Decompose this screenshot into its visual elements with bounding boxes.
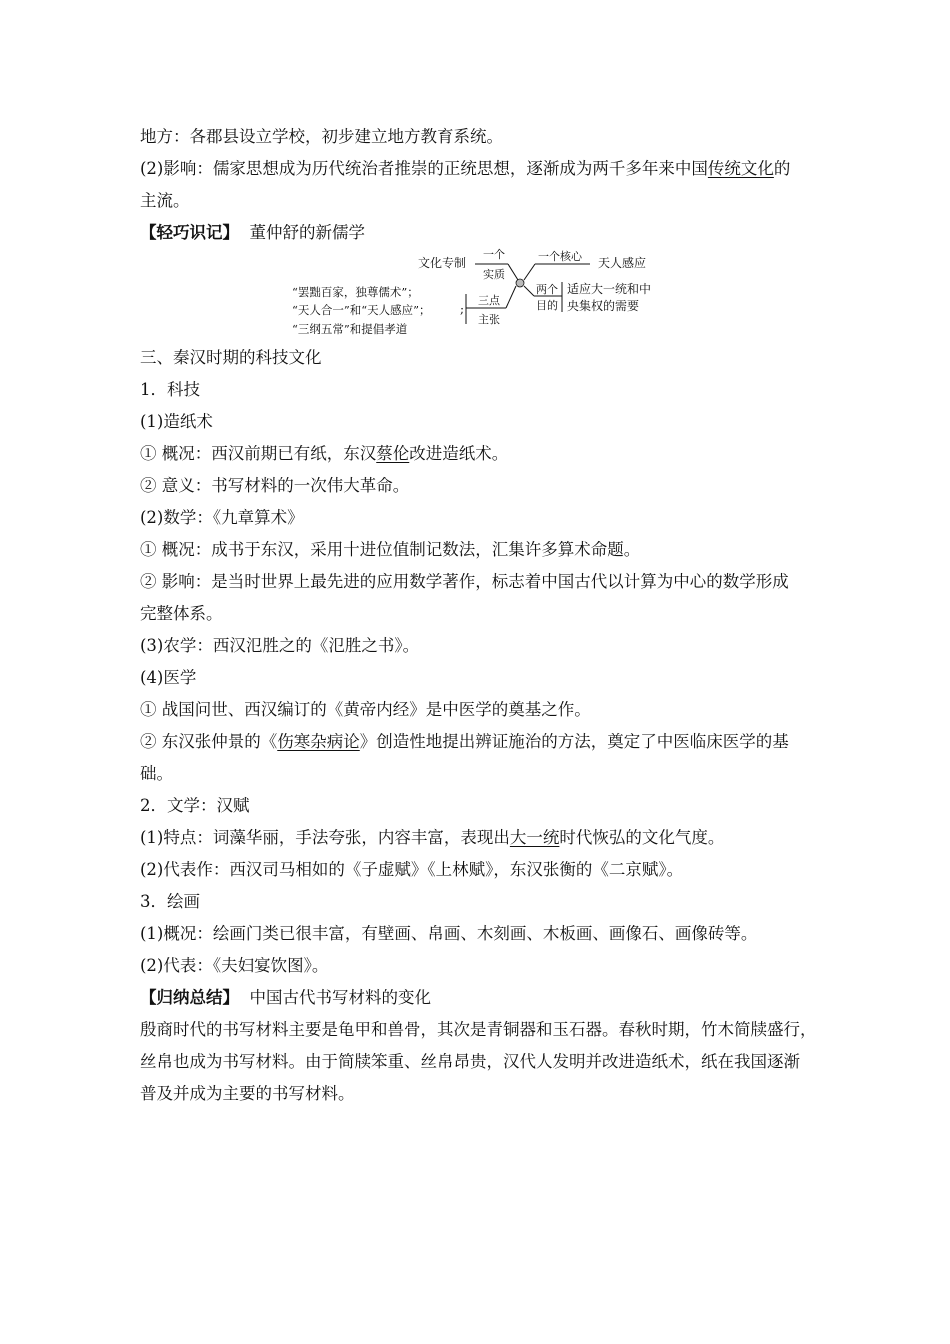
diagram-point-3: “三纲五常”和提倡孝道 [292,322,408,336]
diagram-label-sandian: 三点 [478,294,500,307]
diagram-goal-line1: 适应大一统和中 [567,282,652,296]
diagram-label-mude: 目的 [536,299,558,312]
text-line-mainstream: 主流。 [140,191,190,210]
diagram-center-node [516,279,524,287]
text-line-painting-representative: (2)代表：《夫妇宴饮图》。 [140,956,329,975]
diagram-label-hexin: 一个核心 [538,250,582,263]
subheading-agriculture: (3)农学：西汉氾胜之的《氾胜之书》。 [140,636,420,655]
section-heading-qin-han-tech: 三、秦汉时期的科技文化 [140,348,322,367]
text-line-zhang-zhongjing: ② 东汉张仲景的《伤寒杂病论》创造性地提出辨证施治的方法，奠定了中医临床医学的基 [140,732,789,751]
subheading-painting: 3．绘画 [140,892,200,911]
subheading-literature: 2．文学：汉赋 [140,796,250,815]
underlined-term-traditional-culture: 传统文化 [707,159,774,178]
text-line-huangdi-neijing: ① 战国问世、西汉编订的《黄帝内经》是中医学的奠基之作。 [140,700,591,719]
memory-tip-tag: 【轻巧识记】 [140,223,239,242]
text-line-math-overview: ① 概况：成书于东汉，采用十进位值制记数法，汇集许多算术命题。 [140,540,641,559]
text-line-local-education: 地方：各郡县设立学校，初步建立地方教育系统。 [140,127,503,146]
diagram-label-liangge: 两个 [536,283,558,296]
summary-paragraph-line3: 普及并成为主要的书写材料。 [140,1084,355,1103]
summary-heading: 【归纳总结】 中国古代书写材料的变化 [140,988,431,1007]
summary-tag: 【归纳总结】 [140,988,239,1007]
text-line-math-influence: ② 影响：是当时世界上最先进的应用数学著作，标志着中国古代以计算为中心的数学形成 [140,572,789,591]
diagram-point-1: “罢黜百家，独尊儒术”； [292,285,419,299]
diagram-label-wenhua: 文化专制 [418,256,467,270]
text-line-hanfu-features: (1)特点：词藻华丽，手法夸张，内容丰富，表现出大一统时代恢弘的文化气度。 [140,828,725,847]
subheading-medicine: (4)医学 [140,668,197,687]
diagram-point-2: “天人合一”和“天人感应”； [292,303,431,317]
diagram-label-yige: 一个 [483,248,505,261]
summary-paragraph-line1: 殷商时代的书写材料主要是龟甲和兽骨，其次是青铜器和玉石器。春秋时期，竹木简牍盛行， [140,1020,817,1039]
underlined-term-shanghan: 伤寒杂病论 [277,732,360,751]
diagram-label-tianren: 天人感应 [598,256,647,270]
text-line-hanfu-works: (2)代表作：西汉司马相如的《子虚赋》《上林赋》，东汉张衡的《二京赋》。 [140,860,684,879]
underlined-term-unification: 大一统 [509,828,560,847]
text-line-painting-overview: (1)概况：绘画门类已很丰富，有壁画、帛画、木刻画、木板画、画像石、画像砖等。 [140,924,758,943]
diagram-label-shizhi: 实质 [483,268,505,281]
subheading-technology: 1．科技 [140,380,200,399]
underlined-term-cai-lun: 蔡伦 [376,444,410,463]
diagram-label-zhuzhang: 主张 [478,313,500,326]
text-line-math-influence-cont: 完整体系。 [140,604,223,623]
diagram-goal-line2: 央集权的需要 [567,299,640,313]
subheading-mathematics: (2)数学：《九章算术》 [140,508,304,527]
text-line-medicine-cont: 础。 [140,764,173,783]
text-line-paper-significance: ② 意义：书写材料的一次伟大革命。 [140,476,410,495]
text-line-paper-overview: ① 概况：西汉前期已有纸，东汉蔡伦改进造纸术。 [140,444,509,463]
subheading-papermaking: (1)造纸术 [140,412,213,431]
diagram-semicolon: ; [460,302,465,316]
text-line-influence: (2)影响：儒家思想成为历代统治者推崇的正统思想，逐渐成为两千多年来中国传统文化的 [140,159,791,178]
dong-zhongshu-concept-diagram [280,246,680,342]
summary-paragraph-line2: 丝帛也成为书写材料。由于简牍笨重、丝帛昂贵，汉代人发明并改进造纸术，纸在我国逐渐 [140,1052,800,1071]
memory-tip-heading: 【轻巧识记】 董仲舒的新儒学 [140,223,365,242]
